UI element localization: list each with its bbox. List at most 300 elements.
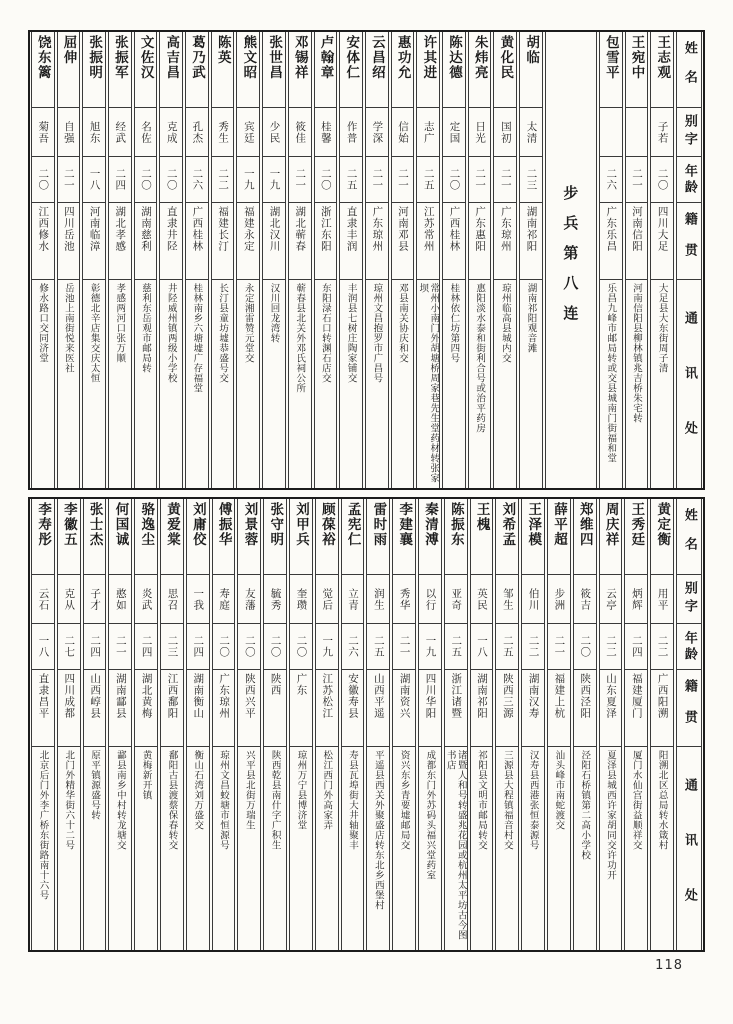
- person-column: [599, 32, 623, 488]
- person-origin: 福建厦门: [630, 673, 643, 719]
- person-origin: 广西阳溯: [656, 673, 669, 719]
- person-courtesy-name: 邹生: [501, 587, 514, 611]
- person-origin: 湖南祁阳: [476, 673, 489, 719]
- person-column: [236, 32, 260, 488]
- person-courtesy-name: 炳辉: [630, 587, 643, 611]
- person-column: [341, 499, 365, 950]
- person-courtesy-name: 觉后: [321, 587, 334, 611]
- person-name: 云昌绍: [368, 35, 385, 80]
- person-origin: 山西崞县: [89, 673, 102, 719]
- person-origin: 广东琼州: [371, 206, 384, 252]
- person-courtesy-name: 一我: [192, 587, 205, 611]
- person-origin: 四川华阳: [424, 673, 437, 719]
- person-column: [57, 32, 81, 488]
- person-age: 二〇: [579, 635, 592, 658]
- person-name: 熊文昭: [240, 35, 257, 80]
- person-age: 二三: [166, 635, 179, 658]
- person-age: 二一: [114, 635, 127, 658]
- person-origin: 湖北黄梅: [140, 673, 153, 719]
- person-age: 一八: [476, 635, 489, 658]
- header-courtesy-name: 别字: [681, 114, 697, 150]
- person-name: 饶东篱: [34, 35, 51, 80]
- person-address: 井陉威州镇两级小学校: [165, 283, 177, 383]
- person-column: [650, 32, 674, 488]
- person-origin: 陕西兴平: [243, 673, 256, 719]
- person-name: 刘景蓉: [241, 502, 258, 547]
- person-courtesy-name: 经武: [114, 120, 127, 144]
- person-column: [444, 499, 468, 950]
- person-courtesy-name: 作普: [345, 120, 358, 144]
- person-name: 王槐: [473, 502, 490, 532]
- person-column: [418, 499, 442, 950]
- person-courtesy-name: 毓秀: [269, 587, 282, 611]
- person-column: [391, 32, 415, 488]
- person-origin: 湖北汉川: [268, 206, 281, 252]
- person-column: [493, 32, 517, 488]
- person-age: 二一: [499, 168, 512, 191]
- person-column: [134, 32, 158, 488]
- person-courtesy-name: 自强: [62, 120, 75, 144]
- person-address: 乐昌九峰市邮局转或交县城南门街福和堂: [605, 283, 617, 463]
- person-address: 琼州万宁县博济堂: [295, 750, 307, 830]
- person-name: 顾葆裕: [318, 502, 335, 547]
- person-origin: 河南邓县: [397, 206, 410, 252]
- person-column: [160, 499, 184, 950]
- person-name: 周庆祥: [602, 502, 619, 547]
- person-name: 刘希孟: [499, 502, 516, 547]
- person-address: 邓县南关协庆和交: [397, 283, 409, 363]
- person-courtesy-name: 英民: [476, 587, 489, 611]
- person-column: [31, 32, 55, 488]
- person-age: 二四: [192, 635, 205, 658]
- person-courtesy-name: 云石: [37, 587, 50, 611]
- person-address: 长汀县童坊墟恭盛号交: [217, 283, 229, 383]
- person-address: 酃县南乡中村转龙塘交: [114, 750, 126, 850]
- person-address: 三源县大程镇福音村交: [501, 750, 513, 850]
- person-courtesy-name: 亚奇: [450, 587, 463, 611]
- person-address: 寿县瓦埠街大井轴聚丰: [347, 750, 359, 850]
- person-name: 刘庸佼: [189, 502, 206, 547]
- person-courtesy-name: 云亭: [605, 587, 618, 611]
- person-age: 二〇: [218, 635, 231, 658]
- person-name: 王宛中: [628, 35, 645, 80]
- person-courtesy-name: 桂馨: [319, 120, 332, 144]
- person-courtesy-name: 秀生: [217, 120, 230, 144]
- person-address: 原平镇源盛号转: [89, 750, 101, 820]
- person-age: 二五: [501, 635, 514, 658]
- person-age: 二二: [217, 168, 230, 191]
- person-origin: 湖南祁阳: [525, 206, 538, 252]
- person-origin: 江西鄱阳: [166, 673, 179, 719]
- person-courtesy-name: 菊吾: [37, 120, 50, 144]
- person-address: 平遥县西关外聚盛店转东北乡西堡村: [372, 750, 384, 910]
- person-origin: 四川大足: [656, 206, 669, 252]
- person-column: [108, 32, 132, 488]
- person-age: 二四: [630, 635, 643, 658]
- person-column: [573, 499, 597, 950]
- person-courtesy-name: 克成: [165, 120, 178, 144]
- person-name: 陈达德: [446, 35, 463, 80]
- person-column: [650, 499, 674, 950]
- person-origin: 江西修水: [37, 206, 50, 252]
- person-courtesy-name: 炎武: [140, 587, 153, 611]
- person-age: 二一: [397, 168, 410, 191]
- person-column: [599, 499, 623, 950]
- person-origin: 广东琼州: [218, 673, 231, 719]
- person-name: 王志观: [654, 35, 671, 80]
- person-courtesy-name: 信始: [397, 120, 410, 144]
- person-address: 汉寿县西港张恒泰源号: [527, 750, 539, 850]
- person-age: 一九: [424, 635, 437, 658]
- person-address: 桂林依仁坊第四号: [448, 283, 460, 363]
- person-column: [624, 499, 648, 950]
- person-name: 包雪平: [602, 35, 619, 80]
- person-name: 卢翰章: [317, 35, 334, 80]
- person-origin: 河南临漳: [88, 206, 101, 252]
- person-name: 黄定衡: [654, 502, 671, 547]
- section-title: 步兵第八连: [561, 185, 580, 335]
- person-name: 张振明: [86, 35, 103, 80]
- person-courtesy-name: 奎瓒: [295, 587, 308, 611]
- person-name: 陈振东: [447, 502, 464, 547]
- person-column: [470, 499, 494, 950]
- person-name: 张守明: [267, 502, 284, 547]
- person-origin: 山西平遥: [372, 673, 385, 719]
- person-name: 李徽五: [60, 502, 77, 547]
- person-age: 二〇: [165, 168, 178, 191]
- person-name: 黄化民: [497, 35, 514, 80]
- person-age: 二一: [62, 168, 75, 191]
- person-address: 北京后门外李广桥东街路南十六号: [37, 750, 49, 900]
- person-age: 二一: [294, 168, 307, 191]
- person-address: 桂林南乡六塘墟广存福堂: [191, 283, 203, 393]
- person-age: 一八: [37, 635, 50, 658]
- person-origin: 直隶丰润: [345, 206, 358, 252]
- person-courtesy-name: 立青: [347, 587, 360, 611]
- person-courtesy-name: 太清: [525, 120, 538, 144]
- person-age: 一九: [321, 635, 334, 658]
- person-courtesy-name: 子若: [656, 120, 669, 144]
- person-age: 二四: [114, 168, 127, 191]
- person-courtesy-name: 润生: [372, 587, 385, 611]
- header-origin: 籍贯: [681, 679, 697, 741]
- person-age: 二〇: [37, 168, 50, 191]
- person-address: 蕲春县北关外邓氏祠公所: [294, 283, 306, 393]
- person-age: 二〇: [140, 168, 152, 191]
- header-column: [676, 499, 702, 950]
- person-column: [519, 32, 543, 488]
- person-address: 诸暨人和号转盛兆花园或杭州太平坊古今图书店: [444, 750, 467, 940]
- person-courtesy-name: 名佐: [140, 120, 152, 144]
- header-address: 通讯处: [681, 778, 697, 943]
- person-address: 汉川回龙湾转: [268, 283, 280, 343]
- person-name: 惠功允: [394, 35, 411, 80]
- person-name: 李寿彤: [35, 502, 52, 547]
- person-courtesy-name: 克从: [63, 587, 76, 611]
- person-column: [83, 499, 107, 950]
- person-address: 厦门水仙宫街益顺祥交: [630, 750, 642, 850]
- person-name: 胡临: [523, 35, 540, 65]
- person-origin: 江苏常州: [422, 206, 435, 252]
- person-address: 琼州临高县城内交: [499, 283, 511, 363]
- person-courtesy-name: 学深: [371, 120, 384, 144]
- header-age: 年龄: [681, 630, 697, 663]
- header-name: 姓名: [681, 508, 697, 566]
- person-courtesy-name: 宾廷: [242, 120, 255, 144]
- person-column: [57, 499, 81, 950]
- person-age: 二四: [140, 635, 153, 658]
- person-origin: 四川岳池: [62, 206, 75, 252]
- person-name: 张士杰: [86, 502, 103, 547]
- person-address: 修水路口交同济堂: [37, 283, 49, 363]
- person-courtesy-name: 子才: [89, 587, 102, 611]
- person-address: 慈利东岳观市邮局转: [139, 283, 151, 373]
- person-age: 二三: [525, 168, 538, 191]
- person-age: 二〇: [243, 635, 256, 658]
- person-address: 夏泽县城西许家胡同交许功开: [605, 750, 616, 880]
- person-courtesy-name: 憨如: [114, 587, 127, 611]
- person-age: 二〇: [656, 168, 669, 191]
- person-column: [159, 32, 183, 488]
- person-column: [211, 32, 235, 488]
- person-column: [31, 499, 55, 950]
- person-name: 王泽模: [525, 502, 542, 547]
- person-address: 泾阳石桥镇第二高小学校: [579, 750, 591, 860]
- person-origin: 湖南衡山: [192, 673, 205, 719]
- person-age: 二一: [630, 168, 643, 191]
- person-column: [237, 499, 261, 950]
- person-name: 傅振华: [215, 502, 232, 547]
- person-address: 永定湘雷赞元堂交: [242, 283, 254, 363]
- person-courtesy-name: 志广: [422, 120, 435, 144]
- person-age: 一八: [88, 168, 101, 191]
- person-courtesy-name: 步洲: [553, 587, 566, 611]
- person-column: [468, 32, 492, 488]
- person-courtesy-name: 伯川: [527, 587, 540, 611]
- roster-table-bottom: [28, 497, 705, 952]
- person-column: [315, 499, 339, 950]
- person-column: [625, 32, 649, 488]
- person-courtesy-name: 国初: [499, 120, 512, 144]
- person-name: 孟宪仁: [344, 502, 361, 547]
- header-column: [676, 32, 702, 488]
- person-address: 兴平县北街万瑞生: [243, 750, 255, 830]
- person-name: 刘甲兵: [293, 502, 310, 547]
- person-name: 高吉昌: [163, 35, 180, 80]
- person-column: [366, 499, 390, 950]
- person-column: [495, 499, 519, 950]
- person-courtesy-name: 日光: [474, 120, 487, 144]
- person-age: 二五: [372, 635, 385, 658]
- person-origin: 陕西泾阳: [579, 673, 592, 719]
- person-name: 邓锡祥: [291, 35, 308, 80]
- person-origin: 河南信阳: [630, 206, 643, 252]
- person-age: 二四: [89, 635, 102, 658]
- person-address: 祁阳县文明市邮局转交: [476, 750, 488, 850]
- person-origin: 浙江东阳: [319, 206, 332, 252]
- person-age: 二五: [345, 168, 358, 191]
- person-origin: 湖南资兴: [398, 673, 411, 719]
- person-address: 大足县大东街周子清: [656, 283, 668, 373]
- person-age: 二一: [371, 168, 384, 191]
- person-name: 黄爱棠: [164, 502, 181, 547]
- person-age: 二一: [553, 635, 566, 658]
- person-courtesy-name: 友藩: [243, 587, 256, 611]
- person-origin: 湖北蕲春: [294, 206, 307, 252]
- person-origin: 陕西: [269, 673, 282, 696]
- person-address: 常州小南门外胡塘桥周家巷先生堂药材转张家坝: [417, 283, 440, 483]
- person-address: 丰润县七树庄陶家铺交: [345, 283, 357, 383]
- person-address: 琼州文昌蛟塘市恒源号: [218, 750, 230, 850]
- person-origin: 直隶昌平: [37, 673, 50, 719]
- person-origin: 安徽寿县: [347, 673, 360, 719]
- header-address: 通讯处: [681, 311, 697, 476]
- person-address: 阳溯北区总局转水箴村: [656, 750, 668, 850]
- roster-content: [28, 30, 705, 952]
- person-courtesy-name: 孔杰: [191, 120, 204, 144]
- person-column: [185, 32, 209, 488]
- person-origin: 广西桂林: [448, 206, 461, 252]
- header-age: 年龄: [681, 163, 697, 196]
- person-column: [262, 32, 286, 488]
- person-age: 二二: [605, 635, 618, 658]
- person-origin: 福建永定: [242, 206, 255, 252]
- person-origin: 浙江诸暨: [450, 673, 463, 719]
- page-number: 118: [655, 958, 683, 973]
- person-courtesy-name: 用平: [656, 587, 669, 611]
- person-name: 雷时雨: [370, 502, 387, 547]
- section-title-column: [545, 32, 597, 488]
- person-name: 骆逸尘: [138, 502, 155, 547]
- person-address: 资兴东乡青要墟邮局交: [398, 750, 410, 850]
- person-origin: 山东夏泽: [605, 673, 618, 719]
- person-origin: 四川成都: [63, 673, 76, 719]
- person-age: 二〇: [269, 635, 282, 658]
- person-column: [521, 499, 545, 950]
- person-age: 二六: [347, 635, 360, 658]
- person-age: 二六: [605, 168, 618, 191]
- person-age: 二二: [527, 635, 540, 658]
- person-origin: 福建长汀: [217, 206, 230, 252]
- person-address: 鄱阳古县渡蔡保春转交: [166, 750, 178, 850]
- person-column: [186, 499, 210, 950]
- person-courtesy-name: 秀华: [398, 587, 411, 611]
- person-name: 陈英: [214, 35, 231, 65]
- header-courtesy-name: 别字: [681, 581, 697, 617]
- person-address: 衡山石湾刘万盛交: [192, 750, 204, 830]
- person-column: [442, 32, 466, 488]
- person-courtesy-name: 思召: [166, 587, 179, 611]
- person-courtesy-name: 筱吉: [579, 587, 592, 611]
- person-age: 二〇: [319, 168, 332, 191]
- person-age: 二一: [474, 168, 487, 191]
- person-address: 陕西乾县南什字广积生: [269, 750, 281, 850]
- person-age: 二二: [656, 635, 669, 658]
- person-name: 李建襄: [396, 502, 413, 547]
- person-age: 二六: [191, 168, 204, 191]
- person-address: 汕头峰市南蛇渡交: [553, 750, 565, 830]
- person-origin: 湖南酃县: [114, 673, 127, 719]
- person-address: 东阳渌石口转渊石店交: [319, 283, 331, 383]
- header-origin: 籍贯: [681, 212, 697, 274]
- person-name: 秦清溥: [422, 502, 439, 547]
- person-column: [288, 32, 312, 488]
- person-origin: 湖南慈利: [140, 206, 152, 252]
- person-origin: 广东惠阳: [474, 206, 487, 252]
- person-name: 朱炜亮: [471, 35, 488, 80]
- person-age: 一九: [242, 168, 255, 191]
- person-column: [212, 499, 236, 950]
- person-address: 彰德北辛店集交庆太恒: [88, 283, 100, 383]
- person-courtesy-name: 筱佳: [294, 120, 307, 144]
- person-name: 张世昌: [266, 35, 283, 80]
- person-origin: 陕西三源: [501, 673, 514, 719]
- person-origin: 直隶井陉: [165, 206, 178, 252]
- person-name: 薛平超: [551, 502, 567, 547]
- person-column: [108, 499, 132, 950]
- person-address: 河南信阳县柳林镇兆吉桥朱宅转: [630, 283, 642, 423]
- person-name: 郑维四: [576, 502, 593, 547]
- person-column: [82, 32, 106, 488]
- person-origin: 广东乐昌: [605, 206, 618, 252]
- person-name: 安体仁: [343, 35, 360, 80]
- person-address: 黄梅新开镇: [140, 750, 152, 800]
- person-origin: 广东琼州: [499, 206, 512, 252]
- person-column: [263, 499, 287, 950]
- person-address: 成都东门外苏码头福兴堂药室: [424, 750, 436, 880]
- person-address: 岳池上南街悦来医社: [62, 283, 74, 373]
- person-age: 二〇: [448, 168, 461, 191]
- person-origin: 广东: [295, 673, 308, 696]
- person-age: 二一: [398, 635, 411, 658]
- person-column: [392, 499, 416, 950]
- person-address: 琼州文昌抱罗市广昌号: [371, 283, 383, 383]
- person-column: [134, 499, 158, 950]
- person-name: 文佐汉: [137, 35, 154, 80]
- person-origin: 广西桂林: [191, 206, 204, 252]
- person-courtesy-name: 寿庭: [218, 587, 231, 611]
- person-courtesy-name: 以行: [424, 587, 437, 611]
- person-age: 一九: [268, 168, 281, 191]
- person-address: 湖南祁阳观音滩: [525, 283, 537, 353]
- person-origin: 湖南汉寿: [527, 673, 540, 719]
- person-courtesy-name: 旭东: [88, 120, 101, 144]
- person-column: [314, 32, 338, 488]
- person-column: [289, 499, 313, 950]
- person-column: [339, 32, 363, 488]
- person-name: 张振军: [111, 35, 128, 80]
- person-origin: 江苏松江: [321, 673, 334, 719]
- person-address: 孝感两河口张万顺: [114, 283, 126, 363]
- person-address: 松江西门外高家弄: [321, 750, 333, 830]
- person-age: 二五: [422, 168, 435, 191]
- person-column: [416, 32, 440, 488]
- person-column: [547, 499, 571, 950]
- person-courtesy-name: 少民: [268, 120, 281, 144]
- person-origin: 湖北孝感: [114, 206, 127, 252]
- person-column: [365, 32, 389, 488]
- person-address: 北门外精华街六十二号: [63, 750, 75, 850]
- person-name: 王秀廷: [628, 502, 645, 547]
- header-name: 姓名: [681, 41, 697, 99]
- roster-table-top: [28, 30, 705, 490]
- person-name: 许其进: [420, 35, 437, 80]
- person-age: 二〇: [295, 635, 308, 658]
- person-origin: 福建上杭: [553, 673, 566, 719]
- person-age: 二五: [450, 635, 463, 658]
- person-name: 屈伸: [60, 35, 77, 65]
- person-courtesy-name: 定国: [448, 120, 461, 144]
